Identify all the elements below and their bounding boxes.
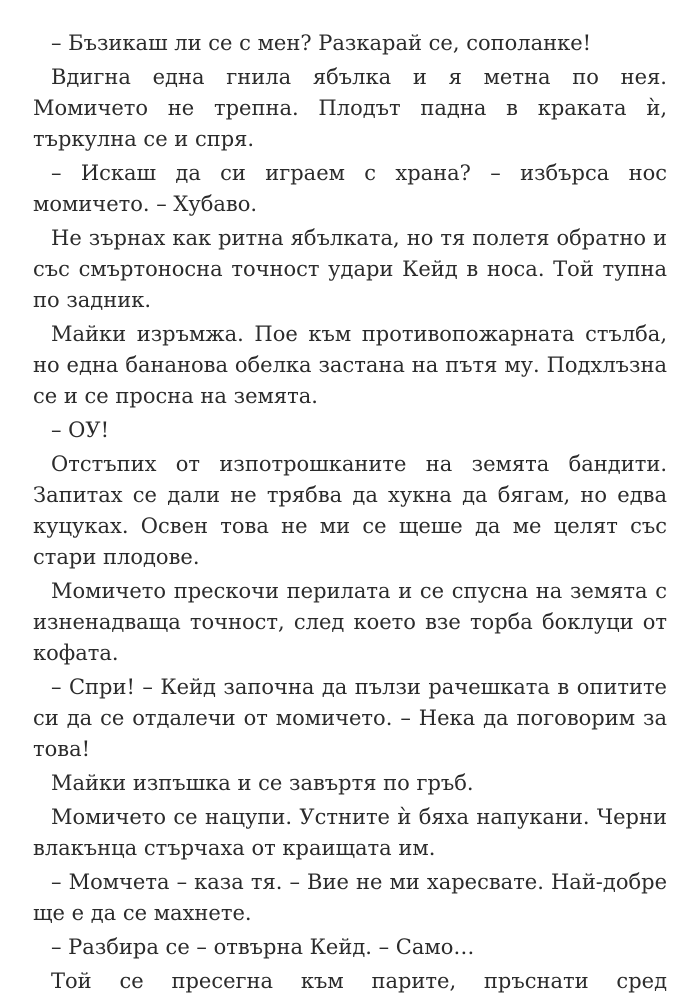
paragraph: Момичето прескочи перилата и се спусна на земята с изненадваща точност, след което взе торба боклуци от кофата. [33, 579, 667, 665]
paragraph: – Спри! – Кейд започна да пълзи рачешката в опитите си да се отдалечи от момичето. – Нека да поговорим за това! [33, 675, 667, 761]
paragraph: Отстъпих от изпотрошканите на земята бандити. Запитах се дали не трябва да хукна да бягам, но едва куцуках. Освен това не ми се щеше да ме целят със стари плодове. [33, 452, 667, 569]
paragraph: – Разбира се – отвърна Кейд. – Само… [51, 935, 475, 959]
paragraph: Майки изръмжа. Пое към противопожарната стълба, но една бананова обелка застана на пътя му. Подхлъзна се и се просна на земята. [33, 322, 667, 408]
book-page-text [33, 28, 667, 1000]
paragraph: Не зърнах как ритна ябълката, но тя полетя обратно и със смъртоносна точност удари Кейд в носа. Той тупна по задник. [33, 226, 667, 312]
paragraph: Вдигна една гнила ябълка и я метна по нея. Момичето не трепна. Плодът падна в краката ѝ, търкулна се и спря. [33, 65, 667, 151]
paragraph: – Бъзикаш ли се с мен? Разкарай се, сополанке! [51, 31, 592, 55]
paragraph: Той се пресегна към парите, пръснати сред [51, 969, 667, 993]
paragraph: Майки изпъшка и се завъртя по гръб. [51, 771, 474, 795]
paragraph: – Искаш да си играем с храна? – избърса нос момичето. – Хубаво. [33, 161, 667, 216]
paragraph: – ОУ! [51, 418, 110, 442]
paragraph: Момичето се нацупи. Устните ѝ бяха напукани. Черни влакънца стърчаха от краищата им. [33, 805, 667, 860]
paragraph: – Момчета – каза тя. – Вие не ми харесвате. Най-добре ще е да се махнете. [33, 870, 667, 925]
